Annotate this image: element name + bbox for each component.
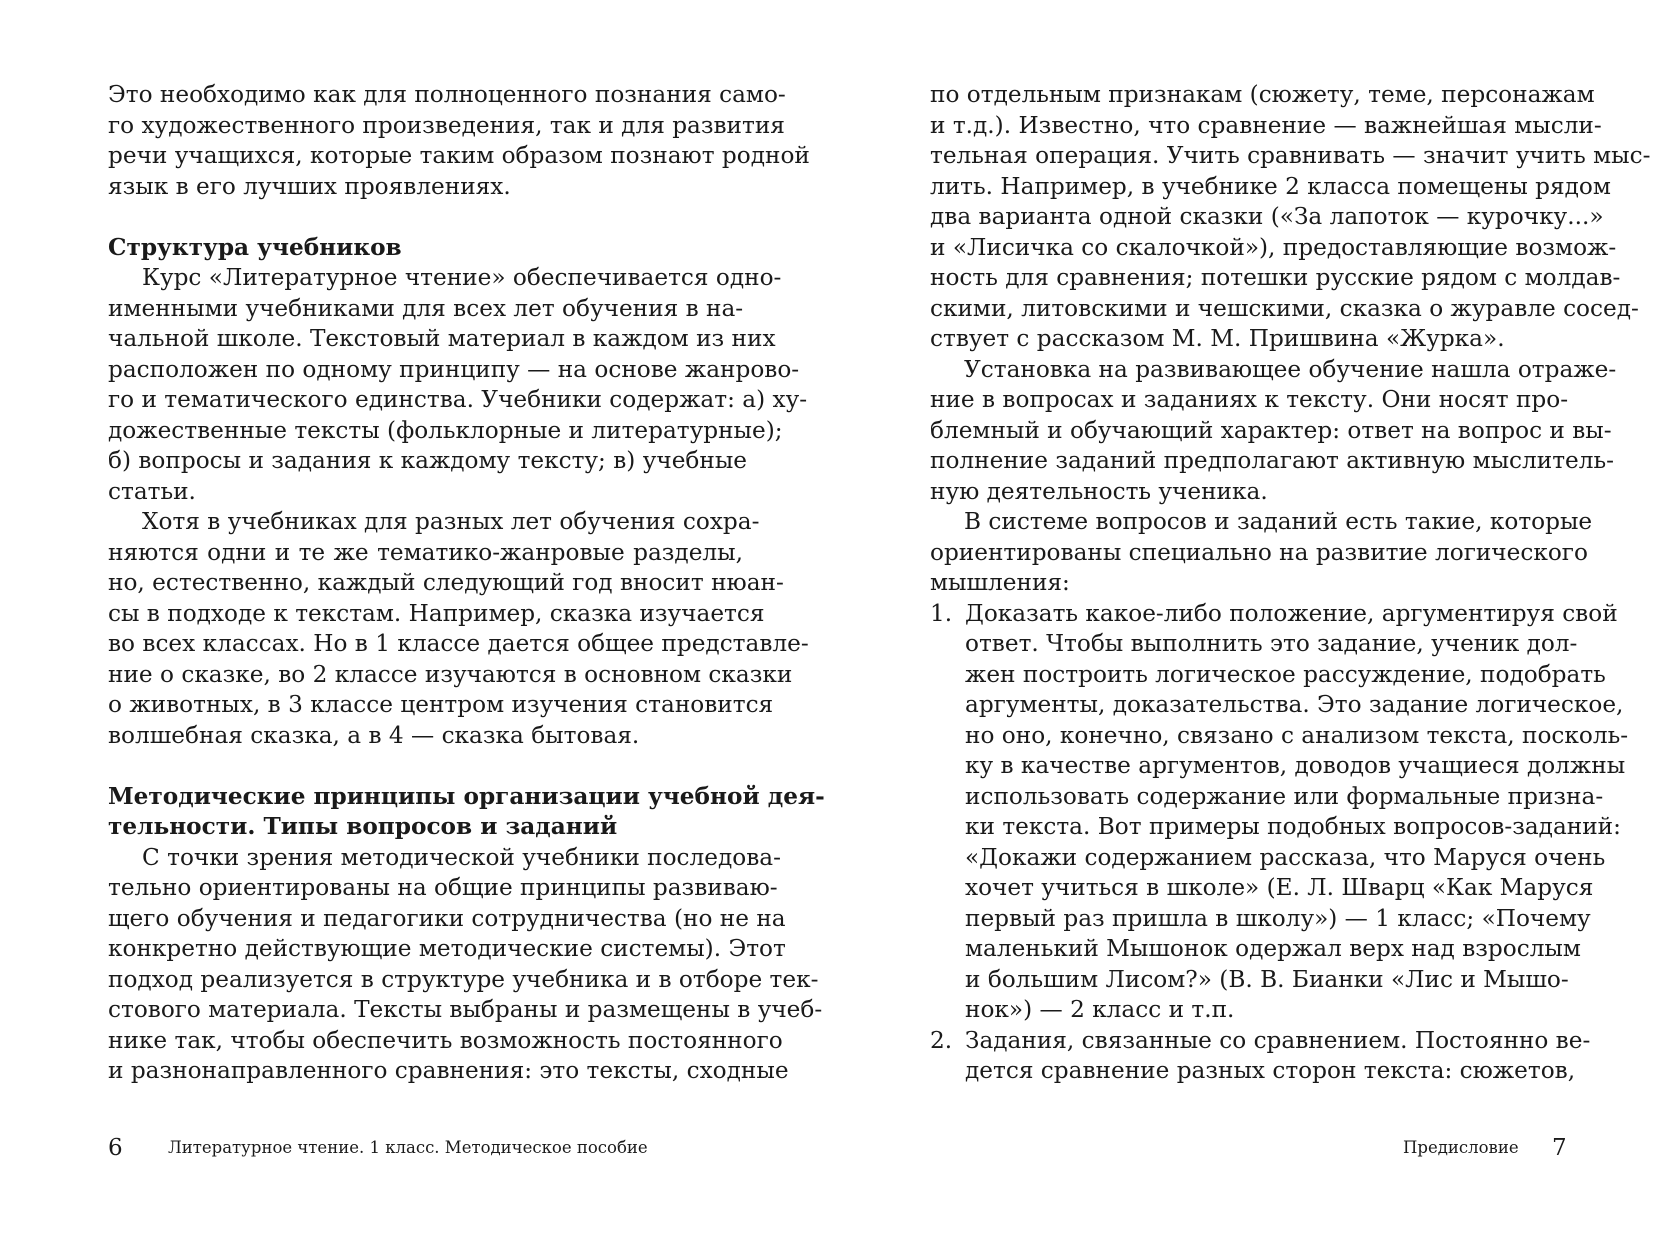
text-line: В системе вопросов и заданий есть такие, которые: [964, 508, 1593, 535]
text-line: Доказать какое-либо положение, аргументируя свой: [965, 599, 1618, 627]
text-line: два варианта одной сказки («За лапоток — курочку...»: [930, 203, 1604, 230]
paragraph: [108, 843, 823, 1087]
text-line: расположен по одному принципу — на основе жанрово-: [108, 355, 800, 383]
text-line: но оно, конечно, связано с анализом текста, посколь-: [965, 721, 1629, 749]
paragraph: [108, 263, 808, 507]
heading-line: тельности. Типы вопросов и заданий: [108, 813, 618, 840]
section-gap: [108, 202, 743, 233]
text-line: ку в качестве аргументов, доводов учащиеся должны: [965, 752, 1626, 779]
text-line: дожественные тексты (фольклорные и литературные);: [108, 416, 783, 444]
heading-line: Структура учебников: [108, 233, 402, 261]
paragraph: [108, 507, 809, 751]
text-line: статьи.: [108, 477, 196, 505]
text-line: использовать содержание или формальные призна-: [965, 782, 1604, 810]
text-line: и большим Лисом?» (В. В. Бианки «Лис и Мышо-: [965, 965, 1569, 993]
text-line: го художественного произведения, так и для развития: [108, 111, 785, 139]
text-line: С точки зрения методической учебники последова-: [142, 843, 781, 871]
text-line: няются одни и те же тематико-жанровые разделы,: [108, 538, 743, 566]
list-item-number: 1.: [930, 599, 953, 627]
text-line: дется сравнение разных сторон текста: сюжетов,: [965, 1057, 1576, 1084]
text-line: хочет учиться в школе» (Е. Л. Шварц «Как Маруся: [965, 874, 1594, 901]
text-line: именными учебниками для всех лет обучения в на-: [108, 294, 744, 322]
page-number: 6: [108, 1135, 123, 1161]
text-line: тельно ориентированы на общие принципы развиваю-: [108, 874, 778, 901]
text-line: и разнонаправленного сравнения: это тексты, сходные: [108, 1057, 789, 1084]
list-item: [930, 1026, 1591, 1087]
text-line: ориентированы специально на развитие логического: [930, 538, 1588, 566]
text-line: ствует с рассказом М. М. Пришвина «Журка».: [930, 325, 1505, 352]
text-line: го и тематического единства. Учебники содержат: а) ху-: [108, 386, 808, 413]
text-line: ную деятельность ученика.: [930, 477, 1268, 505]
text-line: стового материала. Тексты выбраны и размещены в учеб-: [108, 996, 823, 1023]
left-text-column: [108, 80, 825, 1087]
text-line: но, естественно, каждый следующий год вносит нюан-: [108, 569, 784, 596]
section-heading: [108, 782, 825, 843]
text-line: жен построить логическое рассуждение, подобрать: [965, 660, 1606, 688]
text-line: б) вопросы и задания к каждому тексту; в) учебные: [108, 447, 748, 474]
text-line: полнение заданий предполагают активную мыслитель-: [930, 447, 1614, 474]
text-line: ность для сравнения; потешки русские рядом с молдав-: [930, 264, 1621, 291]
text-line: нике так, чтобы обеспечить возможность постоянного: [108, 1026, 783, 1054]
paragraph: [930, 507, 1593, 599]
page-number: 7: [1552, 1135, 1567, 1161]
paragraph: [930, 80, 1651, 355]
heading-line: Методические принципы организации учебной дея-: [108, 782, 825, 810]
text-line: ние о сказке, во 2 классе изучаются в основном сказки: [108, 660, 793, 688]
text-line: и «Лисичка со скалочкой»), предоставляющие возмож-: [930, 233, 1617, 261]
list-item-number: 2.: [930, 1026, 953, 1054]
running-head: Литературное чтение. 1 класс. Методическое пособие: [168, 1138, 648, 1157]
list-item: [930, 599, 1629, 1026]
text-line: ние в вопросах и заданиях к тексту. Они носят про-: [930, 386, 1569, 413]
text-line: сы в подходе к текстам. Например, сказка изучается: [108, 599, 765, 627]
text-line: подход реализуется в структуре учебника и в отборе тек-: [108, 965, 819, 993]
right-page: [827, 0, 1654, 1240]
text-line: нок») — 2 класс и т.п.: [965, 996, 1235, 1023]
text-line: тельная операция. Учить сравнивать — значит учить мыс-: [930, 142, 1651, 169]
text-line: Установка на развивающее обучение нашла отраже-: [964, 355, 1617, 383]
section-gap: [108, 751, 743, 782]
section-heading: [108, 233, 743, 264]
paragraph: [108, 80, 810, 202]
text-line: и т.д.). Известно, что сравнение — важнейшая мысли-: [930, 111, 1602, 139]
text-line: мышления:: [930, 569, 1070, 596]
text-line: конкретно действующие методические системы). Этот: [108, 935, 786, 962]
text-line: ответ. Чтобы выполнить это задание, ученик дол-: [965, 630, 1578, 657]
right-text-column: [930, 80, 1651, 1087]
text-line: Задания, связанные со сравнением. Постоянно ве-: [965, 1026, 1591, 1054]
text-line: «Докажи содержанием рассказа, что Маруся очень: [965, 843, 1606, 871]
text-line: о животных, в 3 классе центром изучения становится: [108, 691, 774, 718]
text-line: лить. Например, в учебнике 2 класса помещены рядом: [930, 172, 1611, 200]
text-line: волшебная сказка, а в 4 — сказка бытовая.: [108, 721, 640, 749]
text-line: Хотя в учебниках для разных лет обучения сохра-: [142, 508, 760, 535]
text-line: речи учащихся, которые таким образом познают родной: [108, 142, 810, 169]
text-line: скими, литовскими и чешскими, сказка о журавле сосед-: [930, 294, 1639, 322]
running-head: Предисловие: [1403, 1138, 1519, 1157]
text-line: щего обучения и педагогики сотрудничества (но не на: [108, 904, 786, 932]
text-line: маленький Мышонок одержал верх над взрослым: [965, 935, 1581, 962]
text-line: Курс «Литературное чтение» обеспечивается одно-: [142, 264, 782, 291]
text-line: чальной школе. Текстовый материал в каждом из них: [108, 325, 776, 352]
text-line: Это необходимо как для полноценного познания само-: [108, 81, 786, 108]
text-line: во всех классах. Но в 1 классе дается общее представле-: [108, 630, 809, 657]
text-line: блемный и обучающий характер: ответ на вопрос и вы-: [930, 416, 1612, 444]
text-line: ки текста. Вот примеры подобных вопросов-заданий:: [965, 813, 1621, 840]
text-line: по отдельным признакам (сюжету, теме, персонажам: [930, 81, 1595, 108]
paragraph: [930, 355, 1617, 508]
text-line: первый раз пришла в школу») — 1 класс; «Почему: [965, 904, 1591, 932]
text-line: аргументы, доказательства. Это задание логическое,: [965, 691, 1624, 718]
text-line: язык в его лучших проявлениях.: [108, 172, 511, 200]
